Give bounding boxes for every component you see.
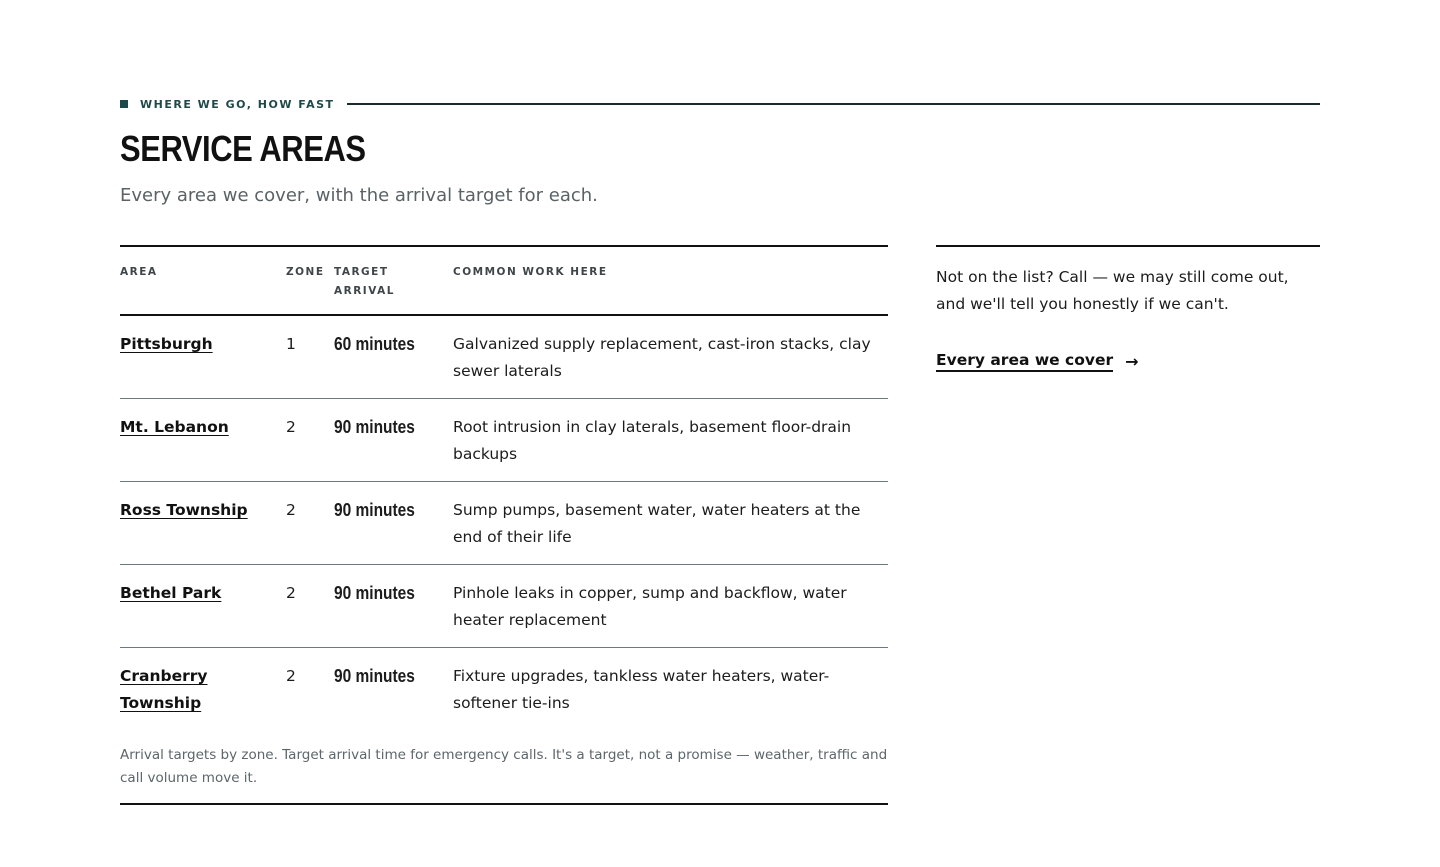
area-link-cranberry-township[interactable]: Cranberry Township	[120, 667, 208, 712]
common-work-cell: Fixture upgrades, tankless water heaters, water-softener tie-ins	[453, 667, 830, 712]
arrow-right-icon: →	[1125, 352, 1139, 371]
table-row	[120, 565, 888, 648]
page-subtitle: Every area we cover, with the arrival target for each.	[120, 185, 598, 206]
target-arrival-cell: 90 minutes	[334, 583, 415, 603]
target-arrival-cell: 90 minutes	[334, 417, 415, 437]
header-zone: ZONE	[286, 266, 325, 278]
section-eyebrow	[120, 95, 1320, 113]
header-target-arrival-label: TARGET ARRIVAL	[334, 266, 395, 297]
page-title: SERVICE AREAS	[120, 128, 366, 169]
common-work-cell: Pinhole leaks in copper, sump and backflow, water heater replacement	[453, 584, 847, 629]
table-row	[120, 315, 888, 399]
service-areas-table-wrap	[120, 245, 888, 805]
service-areas-table	[120, 245, 888, 730]
area-link-bethel-park[interactable]: Bethel Park	[120, 584, 222, 602]
eyebrow-rule	[347, 103, 1320, 105]
area-link-ross-township[interactable]: Ross Township	[120, 501, 248, 519]
table-row	[120, 648, 888, 731]
eyebrow-square-icon	[120, 100, 128, 108]
zone-cell: 2	[286, 667, 296, 685]
table-row	[120, 482, 888, 565]
area-link-pittsburgh[interactable]: Pittsburgh	[120, 335, 213, 353]
every-area-link-label: Every area we cover	[936, 351, 1113, 372]
zone-cell: 2	[286, 501, 296, 519]
target-arrival-cell: 90 minutes	[334, 500, 415, 520]
common-work-cell: Root intrusion in clay laterals, basement floor-drain backups	[453, 418, 852, 463]
target-arrival-cell: 90 minutes	[334, 666, 415, 686]
table-row	[120, 399, 888, 482]
every-area-link[interactable]	[936, 351, 1139, 372]
table-header-row	[120, 246, 888, 315]
header-area: AREA	[120, 266, 158, 278]
zone-cell: 1	[286, 335, 296, 353]
area-link-mt-lebanon[interactable]: Mt. Lebanon	[120, 418, 229, 436]
table-footnote: Arrival targets by zone. Target arrival time for emergency calls. It's a target, not a promise — weather, traffic and call volume move it.	[120, 744, 888, 805]
zone-cell: 2	[286, 584, 296, 602]
header-target-arrival	[334, 246, 453, 315]
common-work-cell: Sump pumps, basement water, water heaters at the end of their life	[453, 501, 861, 546]
eyebrow-label: WHERE WE GO, HOW FAST	[140, 97, 335, 111]
sidebar-callout	[936, 245, 1320, 372]
target-arrival-cell: 60 minutes	[334, 334, 415, 354]
callout-text: Not on the list? Call — we may still come out, and we'll tell you honestly if we can't.	[936, 268, 1289, 313]
zone-cell: 2	[286, 418, 296, 436]
header-common-work: COMMON WORK HERE	[453, 266, 608, 278]
common-work-cell: Galvanized supply replacement, cast-iron stacks, clay sewer laterals	[453, 335, 871, 380]
